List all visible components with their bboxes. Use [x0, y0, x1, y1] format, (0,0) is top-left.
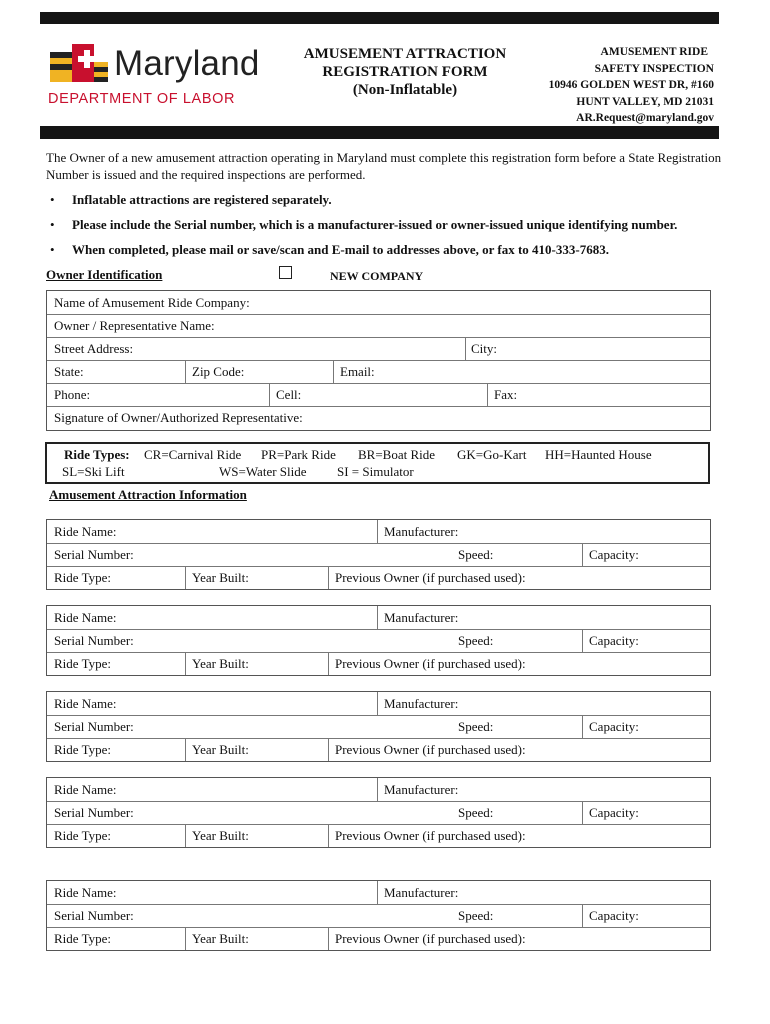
owner-identification-heading: Owner Identification [46, 267, 163, 282]
bullet-symbol: • [50, 242, 55, 257]
new-company-label: NEW COMPANY [330, 269, 424, 283]
ride-type-field[interactable]: Ride Type: [54, 742, 111, 757]
bullet-text: Please include the Serial number, which is a manufacturer-issued or owner-issued unique identifying number. [72, 217, 678, 232]
speed-field[interactable]: Speed: [458, 805, 494, 820]
bullet-text: When completed, please mail or save/scan and E-mail to addresses above, or fax to 410-333-7683. [72, 242, 609, 257]
owner-identification-table [46, 290, 711, 431]
ride-name-field[interactable]: Ride Name: [54, 610, 117, 625]
ride-type-sl: SL=Ski Lift [62, 464, 125, 479]
manufacturer-field[interactable]: Manufacturer: [384, 524, 459, 539]
fax-field[interactable]: Fax: [494, 387, 518, 402]
ride-type-field[interactable]: Ride Type: [54, 828, 111, 843]
ride-info-table [46, 605, 711, 676]
bullet-symbol: • [50, 192, 55, 207]
year-built-field[interactable]: Year Built: [192, 931, 249, 946]
cell-field[interactable]: Cell: [276, 387, 302, 402]
city-field[interactable]: City: [471, 341, 498, 356]
serial-number-field[interactable]: Serial Number: [54, 547, 134, 562]
serial-number-field[interactable]: Serial Number: [54, 908, 134, 923]
previous-owner-field[interactable]: Previous Owner (if purchased used): [335, 828, 526, 843]
maryland-flag-icon [48, 42, 110, 90]
manufacturer-field[interactable]: Manufacturer: [384, 885, 459, 900]
ride-type-field[interactable]: Ride Type: [54, 931, 111, 946]
previous-owner-field[interactable]: Previous Owner (if purchased used): [335, 570, 526, 585]
ride-type-br: BR=Boat Ride [358, 447, 436, 462]
address-email-link[interactable]: AR.Request@maryland.gov [576, 112, 714, 124]
address-line-2: SAFETY INSPECTION [594, 62, 714, 75]
capacity-field[interactable]: Capacity: [589, 633, 639, 648]
ride-type-field[interactable]: Ride Type: [54, 570, 111, 585]
speed-field[interactable]: Speed: [458, 908, 494, 923]
form-title-line-1: AMUSEMENT ATTRACTION [303, 46, 507, 62]
capacity-field[interactable]: Capacity: [589, 719, 639, 734]
zip-code-field[interactable]: Zip Code: [192, 364, 245, 379]
year-built-field[interactable]: Year Built: [192, 570, 249, 585]
form-title [296, 45, 514, 99]
ride-type-hh: HH=Haunted House [545, 447, 652, 462]
year-built-field[interactable]: Year Built: [192, 742, 249, 757]
previous-owner-field[interactable]: Previous Owner (if purchased used): [335, 931, 526, 946]
header-divider-bar [40, 126, 719, 139]
ride-type-pr: PR=Park Ride [261, 447, 336, 462]
address-line-4: HUNT VALLEY, MD 21031 [576, 95, 714, 108]
year-built-field[interactable]: Year Built: [192, 828, 249, 843]
bullet-submission [50, 242, 609, 258]
bullet-text: Inflatable attractions are registered separately. [72, 192, 332, 207]
signature-field[interactable]: Signature of Owner/Authorized Representative: [54, 410, 303, 425]
ride-type-field[interactable]: Ride Type: [54, 656, 111, 671]
ride-type-ws: WS=Water Slide [219, 464, 307, 479]
intro-paragraph: The Owner of a new amusement attraction operating in Maryland must complete this registration form before a State Registration Number is issued and the required inspections are performed. [46, 150, 722, 182]
new-company-checkbox[interactable] [279, 266, 292, 279]
bullet-serial [50, 217, 677, 233]
capacity-field[interactable]: Capacity: [589, 805, 639, 820]
ride-name-field[interactable]: Ride Name: [54, 696, 117, 711]
previous-owner-field[interactable]: Previous Owner (if purchased used): [335, 742, 526, 757]
logo-department: DEPARTMENT OF LABOR [48, 91, 236, 107]
form-title-line-2: REGISTRATION FORM [322, 64, 488, 80]
speed-field[interactable]: Speed: [458, 719, 494, 734]
capacity-field[interactable]: Capacity: [589, 908, 639, 923]
ride-info-table [46, 519, 711, 590]
previous-owner-field[interactable]: Previous Owner (if purchased used): [335, 656, 526, 671]
ride-type-si: SI = Simulator [337, 464, 414, 479]
ride-types-legend [45, 442, 710, 484]
ride-type-cr: CR=Carnival Ride [144, 447, 242, 462]
top-bar [40, 12, 719, 24]
serial-number-field[interactable]: Serial Number: [54, 633, 134, 648]
ride-info-table [46, 880, 711, 951]
state-field[interactable]: State: [54, 364, 84, 379]
phone-field[interactable]: Phone: [54, 387, 91, 402]
year-built-field[interactable]: Year Built: [192, 656, 249, 671]
serial-number-field[interactable]: Serial Number: [54, 719, 134, 734]
ride-info-table [46, 691, 711, 762]
mailing-address [549, 44, 714, 127]
ride-info-table [46, 777, 711, 848]
representative-name-field[interactable]: Owner / Representative Name: [54, 318, 215, 333]
logo-wordmark: Maryland [114, 44, 260, 83]
ride-name-field[interactable]: Ride Name: [54, 524, 117, 539]
company-name-field[interactable]: Name of Amusement Ride Company: [54, 295, 250, 310]
ride-name-field[interactable]: Ride Name: [54, 885, 117, 900]
street-address-field[interactable]: Street Address: [54, 341, 134, 356]
speed-field[interactable]: Speed: [458, 633, 494, 648]
ride-name-field[interactable]: Ride Name: [54, 782, 117, 797]
ride-types-label: Ride Types: [64, 447, 130, 462]
ride-type-gk: GK=Go-Kart [457, 447, 527, 462]
form-title-line-3: (Non-Inflatable) [352, 82, 458, 98]
capacity-field[interactable]: Capacity: [589, 547, 639, 562]
speed-field[interactable]: Speed: [458, 547, 494, 562]
attraction-info-heading: Amusement Attraction Information [49, 487, 247, 502]
address-line-3: 10946 GOLDEN WEST DR, #160 [548, 79, 714, 91]
bullet-inflatable [50, 192, 332, 208]
manufacturer-field[interactable]: Manufacturer: [384, 610, 459, 625]
bullet-symbol: • [50, 217, 55, 232]
email-field[interactable]: Email: [340, 364, 375, 379]
serial-number-field[interactable]: Serial Number: [54, 805, 134, 820]
address-line-1: AMUSEMENT RIDE [600, 46, 708, 58]
manufacturer-field[interactable]: Manufacturer: [384, 696, 459, 711]
manufacturer-field[interactable]: Manufacturer: [384, 782, 459, 797]
maryland-logo [48, 38, 288, 110]
